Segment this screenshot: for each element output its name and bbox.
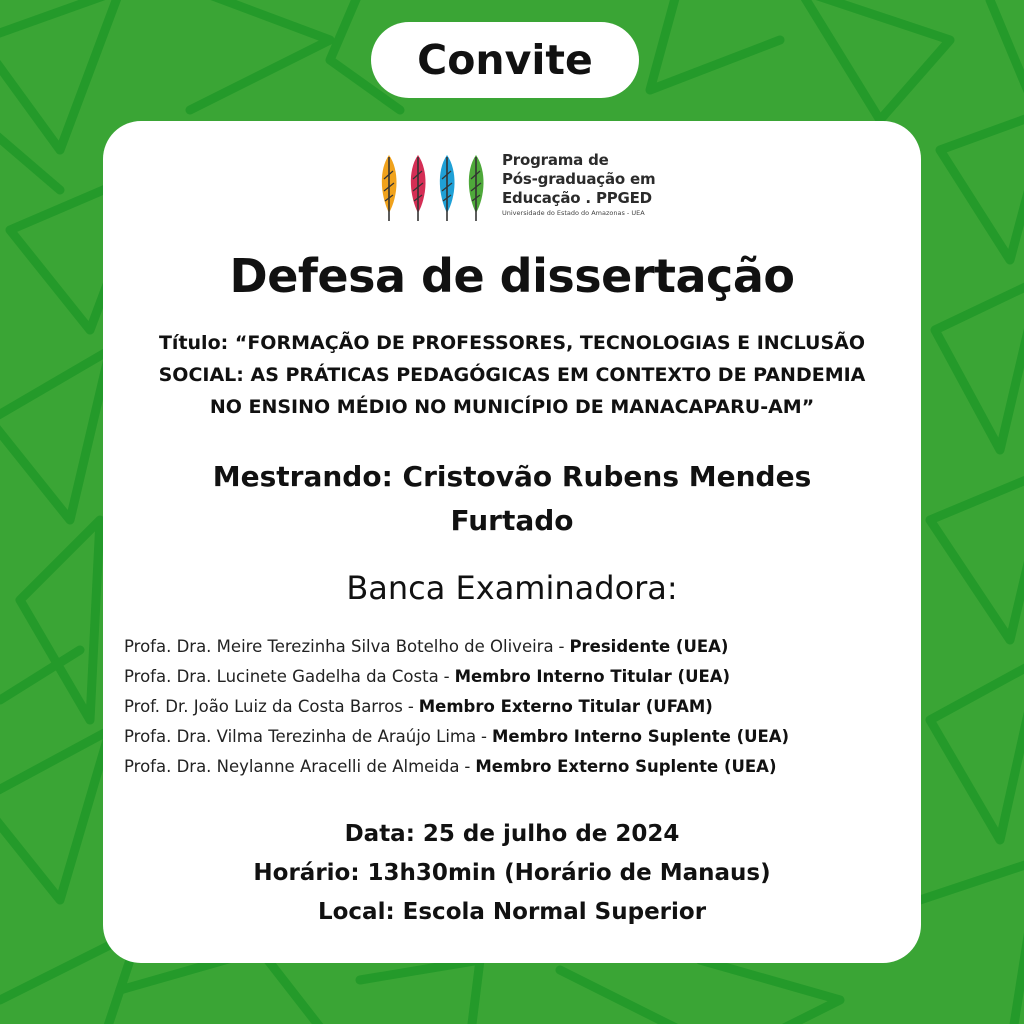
committee-member (124, 692, 914, 722)
member-name: Prof. Dr. João Luiz da Costa Barros (124, 697, 403, 716)
event-date: Data: 25 de julho de 2024 (344, 821, 680, 847)
member-name: Profa. Dra. Lucinete Gadelha da Costa (124, 667, 439, 686)
thesis-title-line: Título: “FORMAÇÃO DE PROFESSORES, TECNOLOGIAS E INCLUSÃO (158, 332, 866, 354)
committee-member (124, 662, 914, 692)
invite-badge: Convite (371, 22, 639, 98)
committee-member (124, 722, 914, 752)
logo-line-3: Educação . PPGED (502, 189, 652, 207)
member-separator: - (558, 637, 565, 656)
member-name: Profa. Dra. Meire Terezinha Silva Botelho de Oliveira (124, 637, 554, 656)
member-role: Membro Externo Titular (UFAM) (418, 697, 713, 716)
member-separator: - (443, 667, 450, 686)
feather-orange-icon (382, 155, 397, 221)
logo-text (502, 151, 712, 218)
member-separator: - (407, 697, 414, 716)
thesis-title-line: NO ENSINO MÉDIO NO MUNICÍPIO DE MANACAPARU-AM” (209, 396, 815, 418)
thesis-title-line: SOCIAL: AS PRÁTICAS PEDAGÓGICAS EM CONTEXTO DE PANDEMIA (158, 364, 866, 386)
member-separator: - (481, 727, 488, 746)
member-role: Membro Externo Suplente (UEA) (475, 757, 777, 776)
event-time: Horário: 13h30min (Horário de Manaus) (253, 860, 771, 886)
student-line: Mestrando: Cristovão Rubens Mendes (212, 460, 812, 493)
ppged-logo (379, 149, 709, 225)
member-separator: - (464, 757, 471, 776)
logo-line-2: Pós-graduação em (502, 170, 656, 188)
committee-title: Banca Examinadora: (346, 569, 678, 607)
member-name: Profa. Dra. Neylanne Aracelli de Almeida (124, 757, 460, 776)
member-name: Profa. Dra. Vilma Terezinha de Araújo Lima (124, 727, 477, 746)
student-line: Furtado (450, 504, 574, 537)
feather-red-icon (411, 155, 426, 221)
logo-line-1: Programa de (502, 151, 609, 169)
feathers-icon (379, 149, 491, 225)
student-name (183, 455, 841, 543)
member-role: Presidente (UEA) (569, 637, 729, 656)
page-title: Defesa de dissertação (229, 249, 795, 303)
member-role: Membro Interno Titular (UEA) (454, 667, 731, 686)
committee-member (124, 632, 914, 662)
thesis-title (121, 327, 903, 423)
feather-green-icon (469, 155, 484, 221)
committee-member (124, 752, 914, 782)
feather-blue-icon (440, 155, 455, 221)
member-role: Membro Interno Suplente (UEA) (491, 727, 790, 746)
committee-list (124, 632, 914, 782)
invitation-card (103, 121, 921, 963)
logo-university: Universidade do Estado do Amazonas - UEA (502, 209, 645, 217)
event-details (103, 815, 921, 932)
event-location: Local: Escola Normal Superior (317, 899, 707, 925)
